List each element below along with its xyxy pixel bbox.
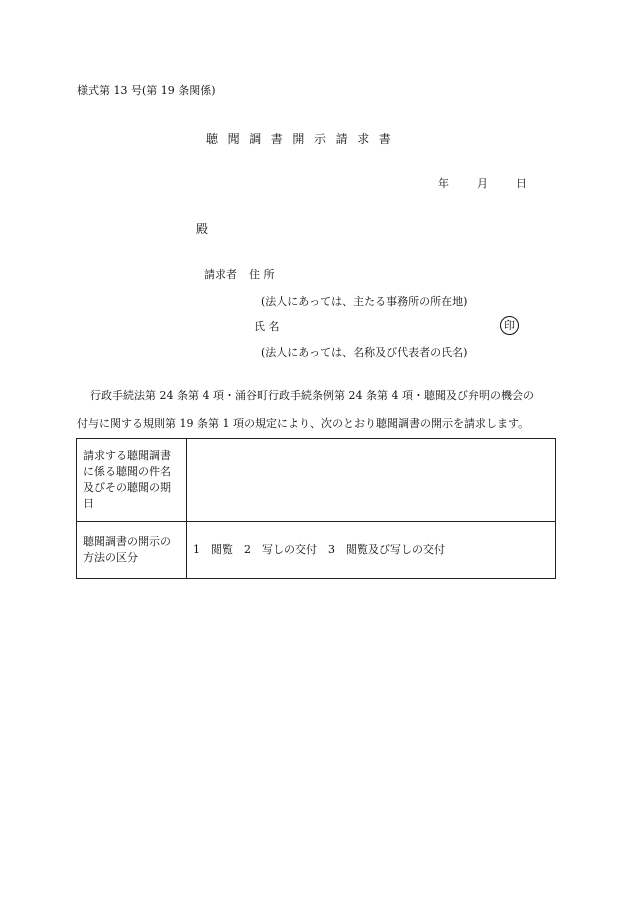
method-options[interactable]: 1 閲覧 2 写しの交付 3 閲覧及び写しの交付	[187, 522, 556, 579]
seal-mark: 印	[500, 316, 519, 335]
method-label-line: 聴聞調書の開示の	[83, 535, 171, 548]
case-label-line: に係る聴聞の件名	[83, 465, 171, 478]
address-note: (法人にあっては、主たる事務所の所在地)	[261, 295, 468, 308]
method-label	[77, 522, 187, 579]
case-label-line: 及びその聴聞の期	[83, 481, 171, 494]
body-text-line-2: 付与に関する規則第 19 条第 1 項の規定により、次のとおり聴聞調書の開示を請求します。	[77, 417, 530, 430]
body-text-line-1: 行政手続法第 24 条第 4 項・涌谷町行政手続条例第 24 条第 4 項・聴聞及び弁明の機会の	[90, 389, 534, 402]
address-label: 住 所	[249, 268, 275, 281]
addressee-suffix: 殿	[196, 222, 209, 236]
requester-label: 請求者	[204, 268, 237, 281]
date-line	[438, 177, 527, 191]
date-year: 年	[438, 177, 449, 190]
name-note: (法人にあっては、名称及び代表者の氏名)	[261, 346, 468, 359]
case-value-field[interactable]	[187, 439, 556, 522]
date-month: 月	[477, 177, 488, 190]
case-label-line: 請求する聴聞調書	[83, 449, 171, 462]
name-label: 氏 名	[254, 320, 280, 333]
form-number: 様式第 13 号(第 19 条関係)	[77, 84, 216, 97]
table-row-method	[77, 522, 556, 579]
case-label-line: 日	[83, 497, 94, 510]
document-title: 聴聞調書開示請求書	[206, 132, 401, 146]
method-label-line: 方法の区分	[83, 551, 138, 564]
table-row-case	[77, 439, 556, 522]
date-day: 日	[516, 177, 527, 190]
request-table	[76, 438, 556, 579]
case-label	[77, 439, 187, 522]
